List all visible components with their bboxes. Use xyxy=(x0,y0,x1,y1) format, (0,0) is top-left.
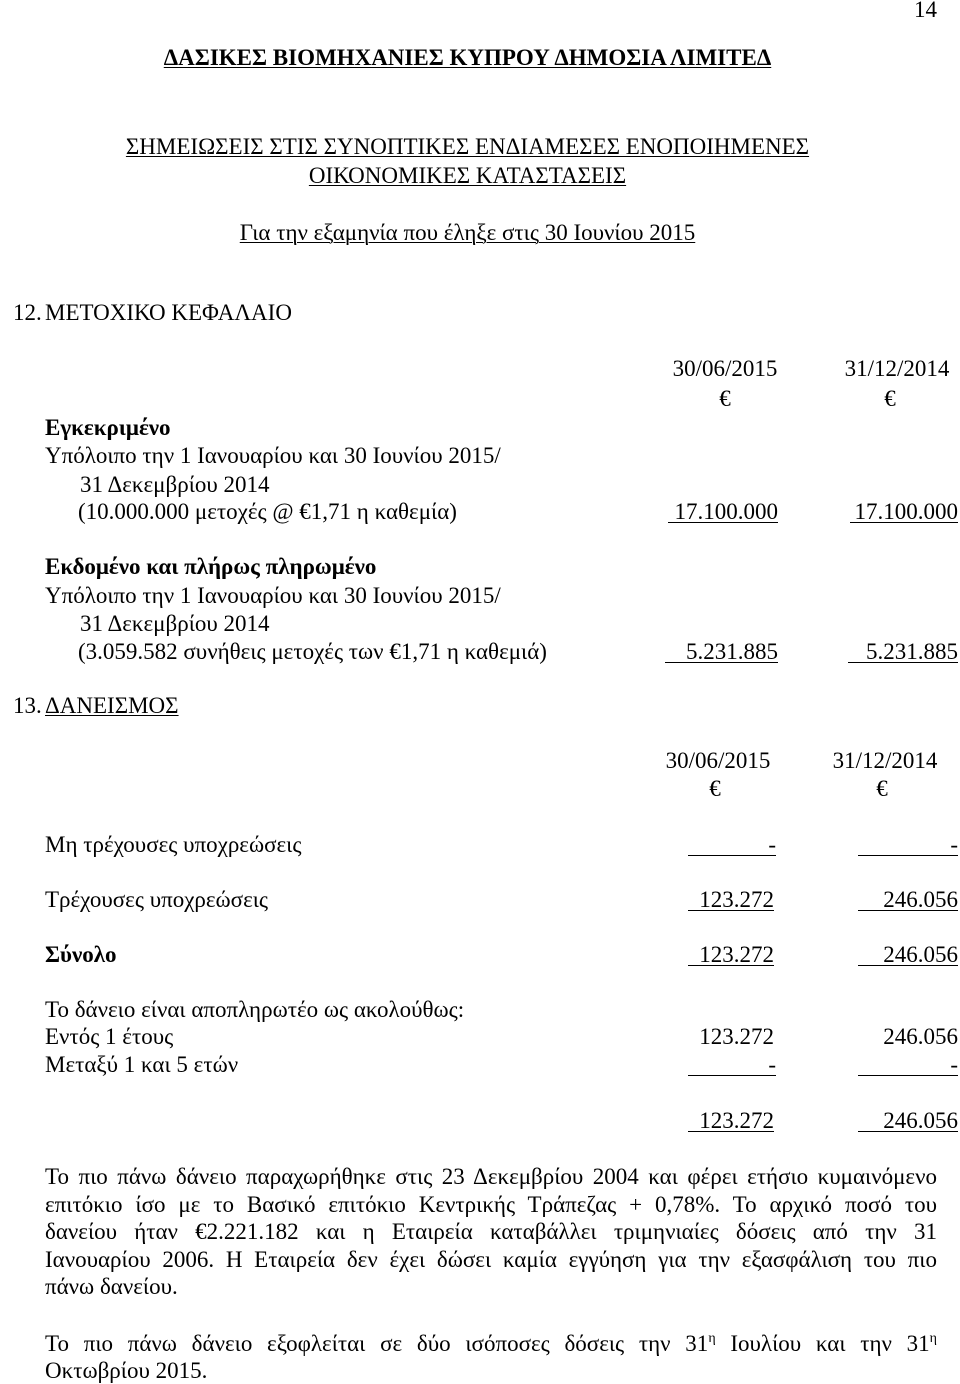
within-1-year-value-2014: 246.056 xyxy=(883,1024,958,1049)
within-1-year-label: Εντός 1 έτους xyxy=(45,1024,174,1049)
statements-title-text1: ΣΗΜΕΙΩΣΕΙΣ ΣΤΙΣ ΣΥΝΟΠΤΙΚΕΣ ΕΝΔΙΑΜΕΣΕΣ ΕΝΟΠΟΙΗΜΕΝΕΣ xyxy=(125,134,810,159)
authorised-line3: (10.000.000 μετοχές @ €1,71 η καθεμία) xyxy=(78,499,457,524)
repayment-total-2014: 246.056 xyxy=(858,1108,958,1132)
issued-value-2015: 5.231.885 xyxy=(665,639,778,663)
paragraph-line: επιτόκιο ίσο με το Βασικό επιτόκιο Κεντρικής Τράπεζας + 0,78%. Το αρχικό ποσό του xyxy=(45,1191,937,1217)
company-title xyxy=(0,45,935,71)
paragraph-line: πάνω δανείου. xyxy=(45,1274,178,1299)
between-1-5-years-value-2014: - xyxy=(858,1052,958,1076)
issued-value-2014: 5.231.885 xyxy=(848,639,958,663)
period-title xyxy=(0,220,935,246)
statements-title-line2 xyxy=(0,163,935,189)
loan-description-paragraph xyxy=(45,1163,937,1301)
note13-number: 13. xyxy=(13,693,42,718)
non-current-value-2015: - xyxy=(688,832,776,856)
statements-title-line1 xyxy=(0,134,935,160)
issued-line3: (3.059.582 συνήθεις μετοχές των €1,71 η καθεμιά) xyxy=(78,639,547,664)
paragraph-line: Οκτωβρίου 2015. xyxy=(45,1358,208,1383)
between-1-5-years-value-2015: - xyxy=(688,1052,776,1076)
authorised-value-2015: 17.100.000 xyxy=(668,499,778,523)
loan-repayment-paragraph xyxy=(45,1330,937,1384)
authorised-value-2014: 17.100.000 xyxy=(850,499,958,523)
total-value-2015: 123.272 xyxy=(688,942,774,966)
current-label: Τρέχουσες υποχρεώσεις xyxy=(45,887,269,912)
note12-title: ΜΕΤΟΧΙΚΟ ΚΕΦΑΛΑΙΟ xyxy=(45,300,292,325)
authorised-heading: Εγκεκριμένο xyxy=(45,415,171,440)
repayment-total-2015: 123.272 xyxy=(688,1108,774,1132)
paragraph-text: Ιουλίου και την 31 xyxy=(715,1331,930,1356)
paragraph-line: Το πιο πάνω δάνειο παραχωρήθηκε στις 23 Δεκεμβρίου 2004 και φέρει ετήσιο κυμαινόμενο xyxy=(45,1164,937,1189)
total-label: Σύνολο xyxy=(45,942,117,967)
note12-col1-date: 30/06/2015 xyxy=(672,356,778,381)
paragraph-line xyxy=(45,1330,937,1357)
note13-col2-currency: € xyxy=(876,776,888,801)
current-value-2015: 123.272 xyxy=(688,887,774,911)
ordinal-superscript: η xyxy=(708,1331,716,1346)
note13-col1-date: 30/06/2015 xyxy=(665,748,771,773)
paragraph-line: Ιανουαρίου 2006. Η Εταιρεία δεν έχει δώσει καμία εγγύηση για την εξασφάλιση του πιο xyxy=(45,1246,937,1272)
non-current-value-2014: - xyxy=(858,832,958,856)
note13-title: ΔΑΝΕΙΣΜΟΣ xyxy=(45,693,179,718)
paragraph-text: Το πιο πάνω δάνειο εξοφλείται σε δύο ισόποσες δόσεις την 31 xyxy=(45,1331,709,1356)
statements-title-text2: ΟΙΚΟΝΟΜΙΚΕΣ ΚΑΤΑΣΤΑΣΕΙΣ xyxy=(308,163,627,188)
authorised-line2: 31 Δεκεμβρίου 2014 xyxy=(80,472,270,497)
total-value-2014: 246.056 xyxy=(858,942,958,966)
within-1-year-value-2015: 123.272 xyxy=(699,1024,774,1049)
note12-col2-currency: € xyxy=(884,386,896,411)
ordinal-superscript: η xyxy=(929,1331,937,1346)
non-current-label: Μη τρέχουσες υποχρεώσεις xyxy=(45,832,302,857)
current-value-2014: 246.056 xyxy=(858,887,958,911)
page-number: 14 xyxy=(914,0,937,22)
note12-number: 12. xyxy=(13,300,42,325)
note12-col1-currency: € xyxy=(719,386,731,411)
note13-col1-currency: € xyxy=(709,776,721,801)
period-text: Για την εξαμηνία που έληξε στις 30 Ιουνίου 2015 xyxy=(239,220,696,245)
issued-heading: Εκδομένο και πλήρως πληρωμένο xyxy=(45,554,377,579)
between-1-5-years-label: Μεταξύ 1 και 5 ετών xyxy=(45,1052,239,1077)
issued-line2: 31 Δεκεμβρίου 2014 xyxy=(80,611,270,636)
authorised-line1: Υπόλοιπο την 1 Ιανουαρίου και 30 Ιουνίου 2015/ xyxy=(45,443,501,468)
paragraph-line: δανείου ήταν €2.221.182 και η Εταιρεία καταβάλλει τριμηνιαίες δόσεις από την 31 xyxy=(45,1219,937,1244)
note13-col2-date: 31/12/2014 xyxy=(832,748,938,773)
note12-col2-date: 31/12/2014 xyxy=(844,356,950,381)
company-name: ΔΑΣΙΚΕΣ ΒΙΟΜΗΧΑΝΙΕΣ ΚΥΠΡΟΥ ΔΗΜΟΣΙΑ ΛΙΜΙΤΕΔ xyxy=(163,45,772,70)
note13-title-wrap xyxy=(45,693,179,719)
issued-line1: Υπόλοιπο την 1 Ιανουαρίου και 30 Ιουνίου 2015/ xyxy=(45,583,501,608)
repayment-heading: Το δάνειο είναι αποπληρωτέο ως ακολούθως: xyxy=(45,997,465,1022)
